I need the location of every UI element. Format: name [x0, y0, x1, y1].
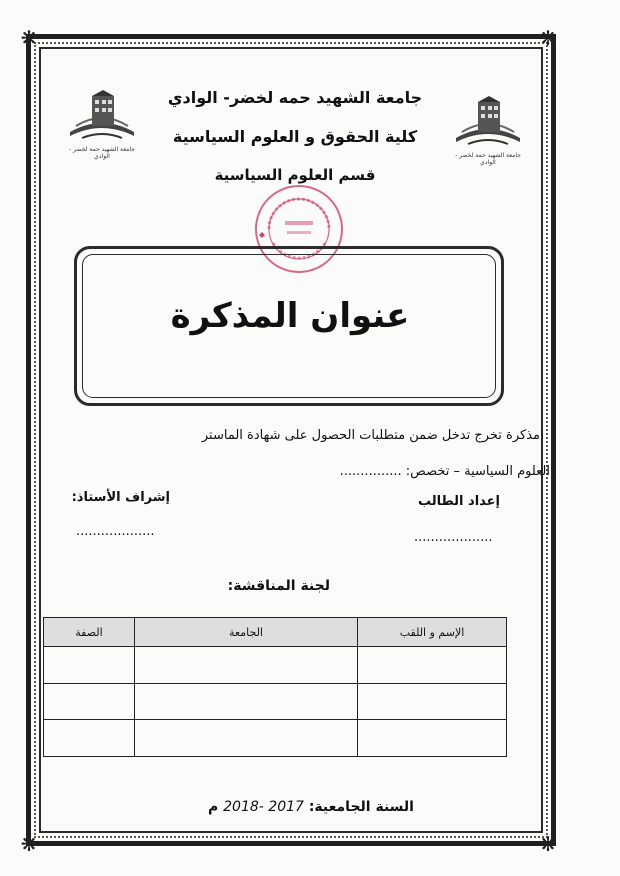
table-cell — [44, 683, 135, 720]
table-row — [44, 720, 507, 757]
logo-caption: جامعة الشهيد حمة لخضر - الوادي — [69, 146, 135, 160]
committee-label: لجنة المناقشة: — [227, 578, 330, 594]
table-cell — [44, 647, 135, 684]
table-cell — [135, 720, 358, 757]
student-label: إعداد الطالب — [417, 494, 500, 509]
thesis-title: عنوان المذكرة — [170, 296, 410, 336]
table-row — [44, 647, 507, 684]
thesis-description: مذكرة تخرج تدخل ضمن متطلبات الحصول على شهادة الماستر — [201, 428, 540, 443]
university-logo-left — [62, 86, 142, 158]
table-cell — [358, 647, 507, 684]
column-header-name: الإسم و اللقب — [358, 618, 507, 647]
university-logo-right — [448, 92, 528, 164]
column-header-university: الجامعة — [135, 618, 358, 647]
university-name: جامعة الشهيد حمه لخضر- الوادي — [167, 88, 423, 107]
supervisor-name-placeholder: ................... — [76, 524, 155, 539]
corner-ornament-icon: ❋ — [20, 832, 38, 856]
academic-year — [196, 799, 426, 815]
corner-ornament-icon: ❋ — [20, 26, 38, 50]
table-row — [44, 683, 507, 720]
academic-year-value: 2017 -2018 — [223, 799, 304, 815]
table-cell — [358, 720, 507, 757]
table-cell — [135, 683, 358, 720]
corner-ornament-icon: ❋ — [539, 832, 557, 856]
university-logo-icon — [62, 86, 142, 146]
student-name-placeholder: ................... — [414, 530, 493, 545]
table-header-row — [44, 618, 507, 647]
table-cell — [358, 683, 507, 720]
academic-year-suffix: م — [208, 799, 219, 815]
committee-table — [43, 617, 507, 757]
table-cell — [135, 647, 358, 684]
corner-ornament-icon: ❋ — [539, 26, 557, 50]
table-cell — [44, 720, 135, 757]
logo-caption: جامعة الشهيد حمة لخضر - الوادي — [455, 152, 521, 166]
supervisor-label: إشراف الأستاذ: — [71, 490, 170, 505]
column-header-role: الصفة — [44, 618, 135, 647]
faculty-name: كلية الحقوق و العلوم السياسية — [172, 127, 418, 146]
university-logo-icon — [448, 92, 528, 152]
specialty-line: العلوم السياسية – تخصص: ............... — [339, 464, 550, 479]
department-name: قسم العلوم السياسية — [214, 166, 376, 184]
academic-year-label: السنة الجامعية: — [308, 799, 414, 815]
